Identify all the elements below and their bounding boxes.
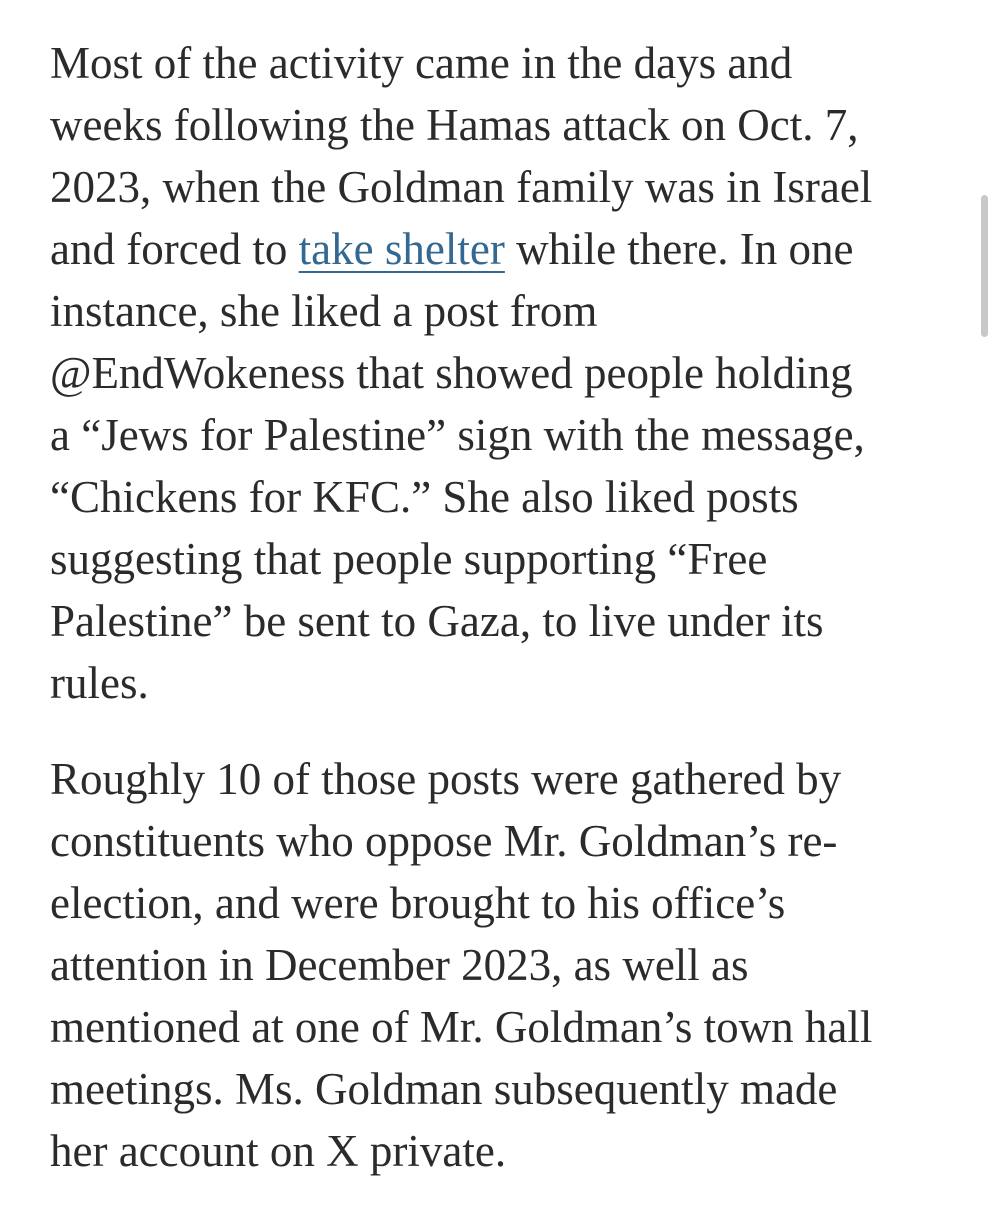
- text-line: meetings. Ms. Goldman subsequently made: [50, 1064, 838, 1114]
- text-line: Palestine” be sent to Gaza, to live under its: [50, 596, 824, 646]
- text-segment: and forced to: [50, 224, 299, 274]
- text-line: suggesting that people supporting “Free: [50, 534, 768, 584]
- text-line: mentioned at one of Mr. Goldman’s town hall: [50, 1002, 873, 1052]
- take-shelter-link[interactable]: take shelter: [298, 224, 505, 274]
- text-line: instance, she liked a post from: [50, 286, 598, 336]
- text-segment: while there. In one: [504, 224, 854, 274]
- text-line: attention in December 2023, as well as: [50, 940, 749, 990]
- text-line: a “Jews for Palestine” sign with the message,: [50, 410, 865, 460]
- text-line: 2023, when the Goldman family was in Israel: [50, 162, 873, 212]
- paragraph-2: [50, 748, 950, 1182]
- text-line: constituents who oppose Mr. Goldman’s re-: [50, 816, 838, 866]
- text-line-with-link: [50, 218, 950, 280]
- text-line: @EndWokeness that showed people holding: [50, 348, 853, 398]
- text-line: her account on X private.: [50, 1126, 507, 1176]
- article-body: [50, 32, 950, 1216]
- text-line: Most of the activity came in the days and: [50, 38, 793, 88]
- text-line: weeks following the Hamas attack on Oct. 7,: [50, 100, 859, 150]
- scrollbar-thumb[interactable]: [981, 195, 988, 337]
- text-line: rules.: [50, 658, 149, 708]
- paragraph-1: [50, 32, 950, 714]
- text-line: election, and were brought to his office’s: [50, 878, 786, 928]
- text-line: Roughly 10 of those posts were gathered by: [50, 754, 842, 804]
- text-line: “Chickens for KFC.” She also liked posts: [50, 472, 799, 522]
